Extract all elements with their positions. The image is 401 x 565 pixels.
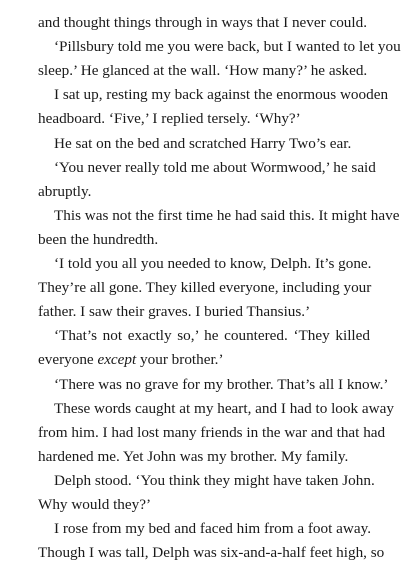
text-line-14: ‘That’s not exactly so,’ he countered. ‘They killed [54, 327, 370, 345]
text-line-15 [38, 348, 370, 372]
text-line-12: They’re all gone. They killed everyone, including your [38, 279, 372, 297]
text-line-7: ‘You never really told me about Wormwood,’ he said [54, 158, 376, 176]
text-line-1: and thought things through in ways that I never could. [38, 14, 368, 32]
emphasis-except: except [97, 351, 137, 369]
text-line-2: ‘Pillsbury told me you were back, but I wanted to let you [54, 38, 401, 56]
text-line-16: ‘There was no grave for my brother. That’s all I know.’ [54, 375, 389, 393]
text-line-8: abruptly. [38, 182, 92, 200]
body-text [38, 0, 401, 565]
text-line-21: Why would they?’ [38, 495, 152, 513]
text-line-20: Delph stood. ‘You think they might have taken John. [54, 471, 375, 489]
text-line-3: sleep.’ He glanced at the wall. ‘How many?’ he asked. [38, 62, 368, 80]
text-line-19: hardened me. Yet John was my brother. My family. [38, 447, 349, 465]
text-line-6: He sat on the bed and scratched Harry Two’s ear. [54, 134, 352, 152]
text-line-23: Though I was tall, Delph was six-and-a-half feet high, so [38, 544, 385, 562]
text-line-4: I sat up, resting my back against the enormous wooden [54, 86, 389, 104]
text-line-15-part-3: your brother.’ [136, 351, 224, 369]
text-line-15-part-1: everyone [38, 351, 98, 369]
text-line-10: been the hundredth. [38, 230, 159, 248]
text-line-22: I rose from my bed and faced him from a foot away. [54, 520, 371, 538]
text-line-9: This was not the first time he had said this. It might have [54, 206, 400, 224]
text-line-5: headboard. ‘Five,’ I replied tersely. ‘Why?’ [38, 110, 301, 128]
text-line-11: ‘I told you all you needed to know, Delph. It’s gone. [54, 255, 372, 273]
text-line-17: These words caught at my heart, and I had to look away [54, 399, 394, 417]
text-line-18: from him. I had lost many friends in the war and that had [38, 423, 386, 441]
text-line-13: father. I saw their graves. I buried Thansius.’ [38, 303, 311, 321]
